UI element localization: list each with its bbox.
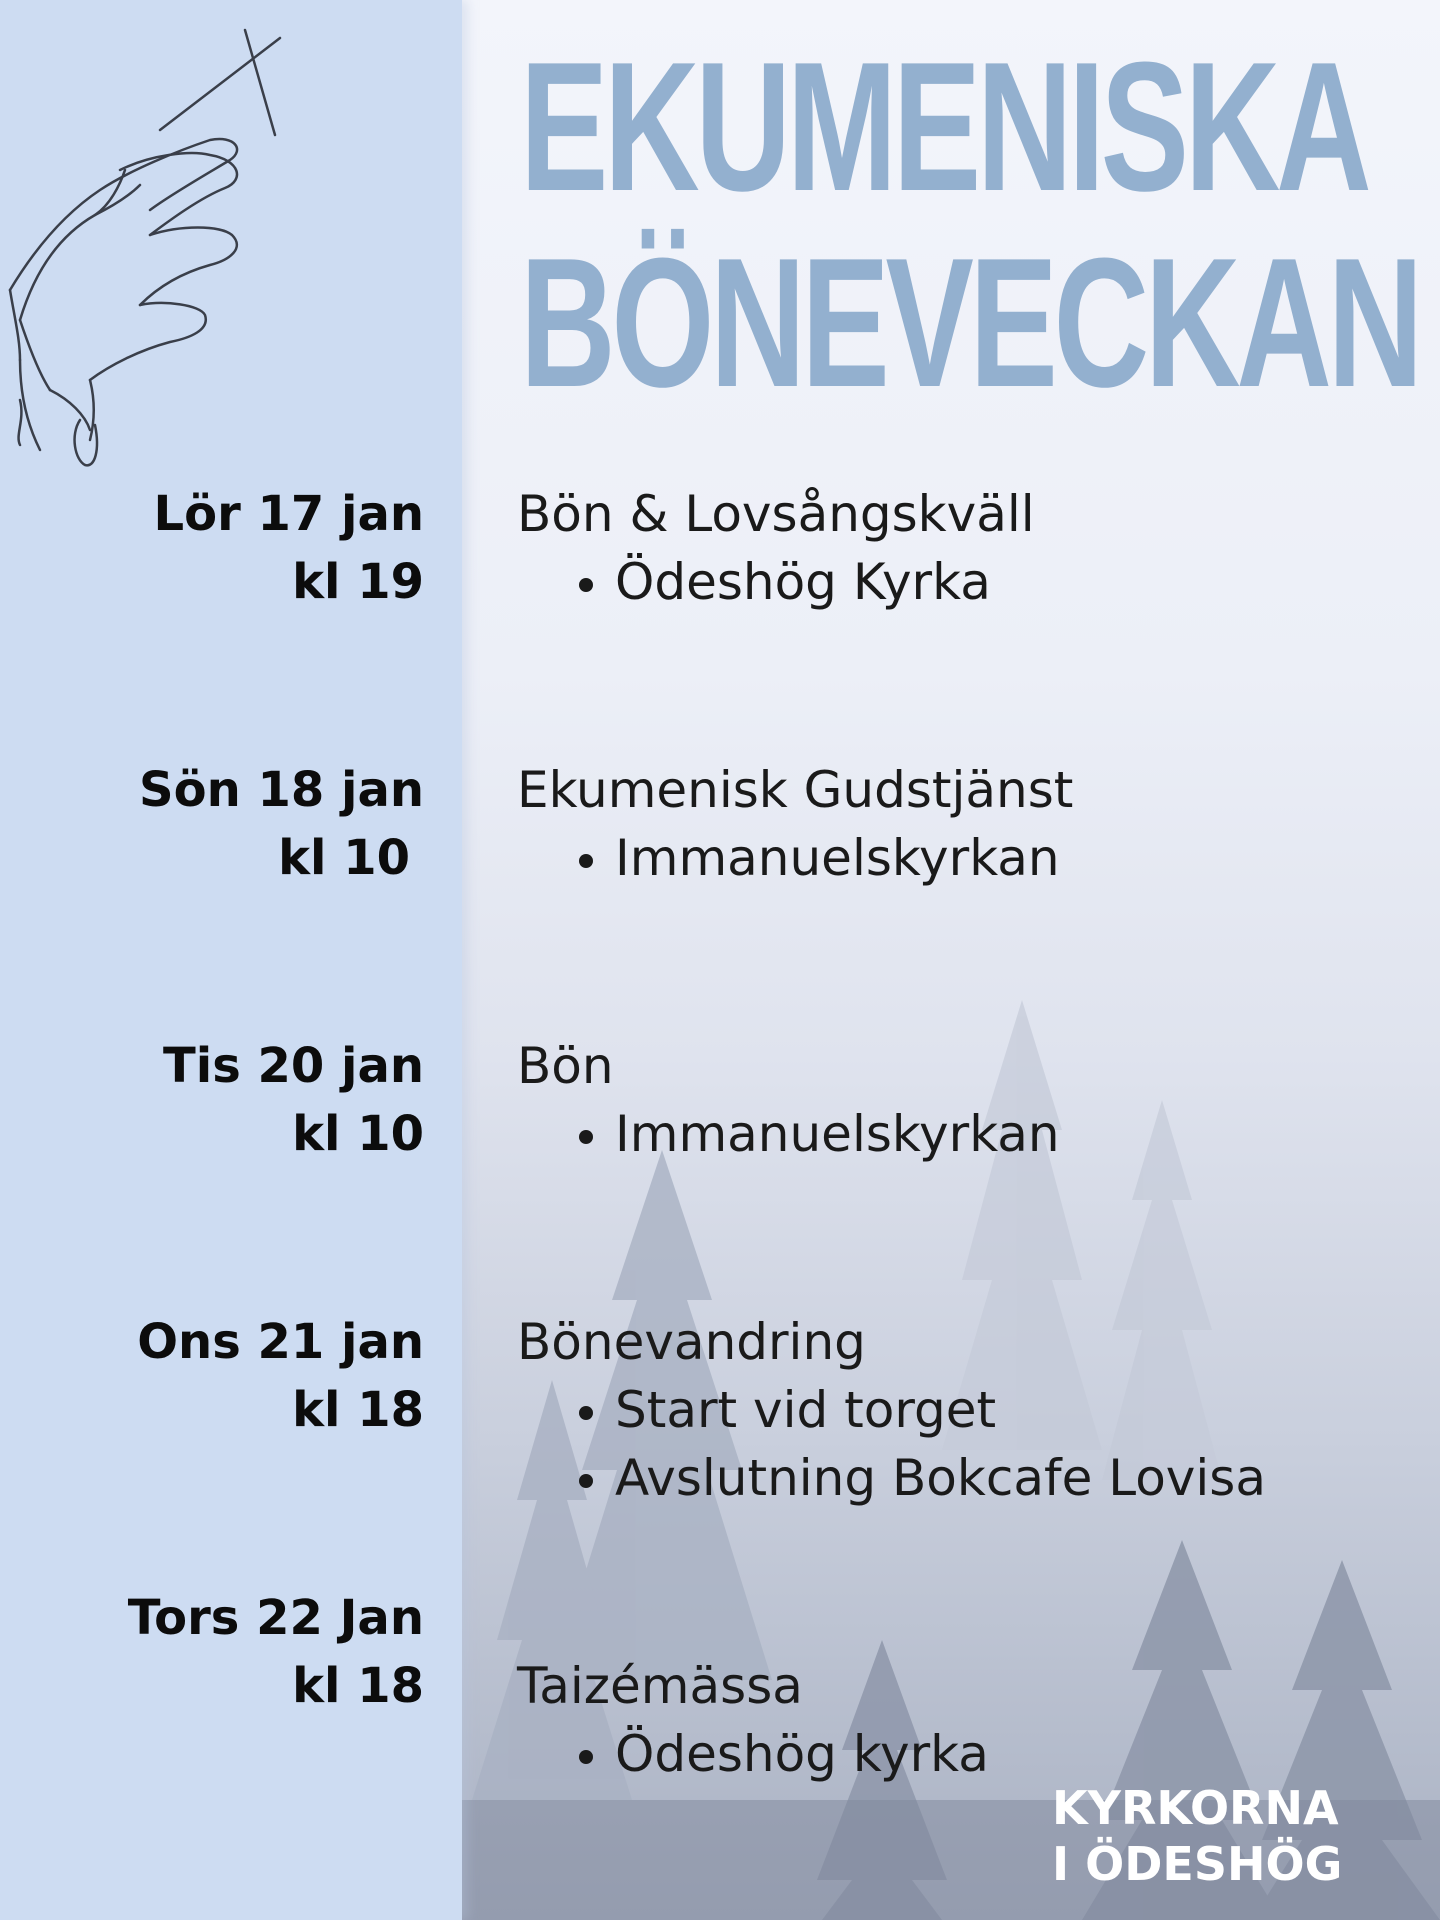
event-title: Taizémässa [517,1657,803,1715]
schedule-date [4,756,424,892]
schedule-date [4,1032,424,1168]
schedule-event [517,1308,1397,1512]
time-label: kl 10 [292,1106,424,1162]
place-item: Ödeshög Kyrka [615,548,1397,616]
day-label: Sön 18 jan [139,762,424,818]
place-item: Ödeshög kyrka [615,1720,1397,1788]
day-label: Tis 20 jan [163,1038,424,1094]
schedule-event [517,1032,1397,1168]
title-line-2: BÖNEVECKAN [520,219,1419,425]
title-line-1: EKUMENISKA [520,23,1368,229]
organizer-line-2: I ÖDESHÖG [1052,1837,1343,1891]
schedule-date [4,1584,424,1720]
place-item: Start vid torget [615,1376,1397,1444]
place-list [517,1100,1397,1168]
schedule-date [4,1308,424,1444]
place-item: Immanuelskyrkan [615,1100,1397,1168]
event-title: Bön [517,1037,614,1095]
place-item: Immanuelskyrkan [615,824,1397,892]
schedule-event [517,1652,1397,1788]
place-list [517,1376,1397,1512]
event-title: Ekumenisk Gudstjänst [517,761,1074,819]
place-item: Avslutning Bokcafe Lovisa [615,1444,1397,1512]
day-label: Ons 21 jan [137,1314,424,1370]
schedule-date [4,480,424,616]
schedule-event [517,480,1397,616]
place-list [517,1720,1397,1788]
place-list [517,824,1397,892]
time-label: kl 10 [278,830,410,886]
event-title: Bön & Lovsångskväll [517,485,1035,543]
organizer-line-1: KYRKORNA [1052,1781,1339,1835]
schedule-event [517,756,1397,892]
event-title: Bönevandring [517,1313,866,1371]
organizer-label [1052,1780,1372,1892]
poster-title [520,23,1419,425]
place-list [517,548,1397,616]
day-label: Tors 22 Jan [127,1590,424,1646]
praying-hands-icon [0,20,290,470]
time-label: kl 19 [292,554,424,610]
time-label: kl 18 [292,1658,424,1714]
day-label: Lör 17 jan [153,486,424,542]
time-label: kl 18 [292,1382,424,1438]
